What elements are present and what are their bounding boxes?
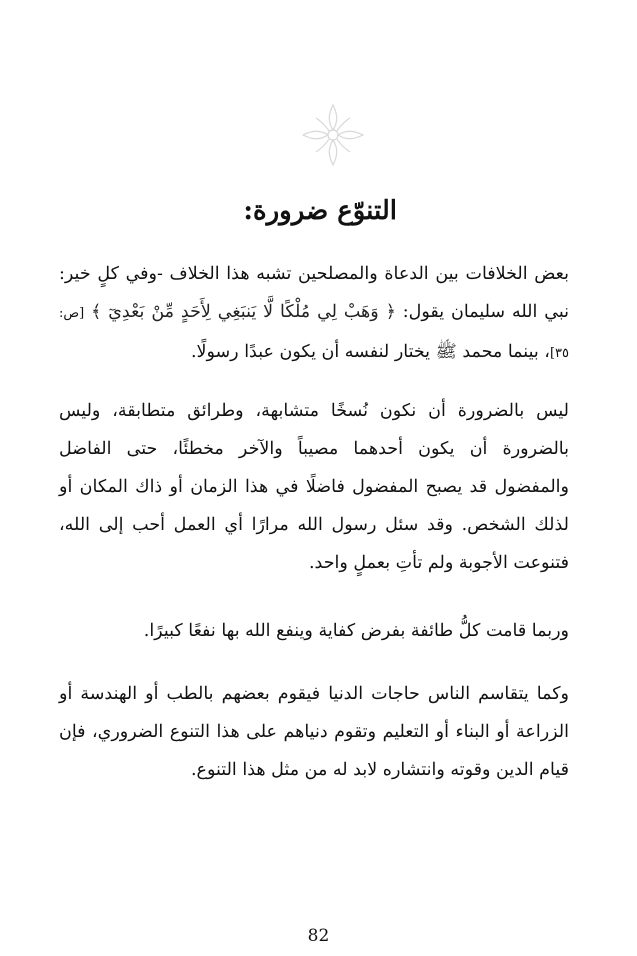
floral-ornament-icon xyxy=(298,100,368,170)
section-title: التنوّع ضرورة: xyxy=(243,196,397,226)
paragraph-1 xyxy=(59,255,569,373)
paragraph-2: ليس بالضرورة أن نكون نُسخًا متشابهة، وطرائق متطابقة، وليس بالضرورة أن يكون أحدهما مصيباً والآخر مخطئًا، حتى الفاضل والمفضول قد يصبح المفضول فاضلًا في هذا الزمان أو ذاك المكان أو لذلك الشخص. وقد سئل رسول الله مرارًا أي العمل أحب إلى الله، فتنوعت الأجوبة ولم تأتِ بعملٍ واحد. xyxy=(59,401,569,573)
page-number: 82 xyxy=(307,926,330,946)
paragraph-3: وربما قامت كلُّ طائفة بفرض كفاية وينفع الله بها نفعًا كبيرًا. xyxy=(143,621,569,641)
paragraph-1-tail: ، بينما محمد ﷺ يختار لنفسه أن يكون عبدًا رسولًا. xyxy=(190,342,550,362)
quran-quote: ﴿ وَهَبْ لِي مُلْكًا لَّا يَنبَغِي لِأَحَدٍ مِّنْ بَعْدِيٓ ﴾ xyxy=(91,302,396,322)
paragraph-4: وكما يتقاسم الناس حاجات الدنيا فيقوم بعضهم بالطب أو الهندسة أو الزراعة أو البناء أو التعليم وتقوم دنياهم على هذا التنوع الضروري، فإن قيام الدين وقوته وانتشاره لابد له من مثل هذا التنوع. xyxy=(59,684,569,780)
paragraph-1-lead: بعض الخلافات بين الدعاة والمصلحين تشبه هذا الخلاف -وفي كلٍ خير: نبي الله سليمان يقول: xyxy=(59,264,569,322)
quran-reference: [ص: ٣٥] xyxy=(59,306,569,361)
